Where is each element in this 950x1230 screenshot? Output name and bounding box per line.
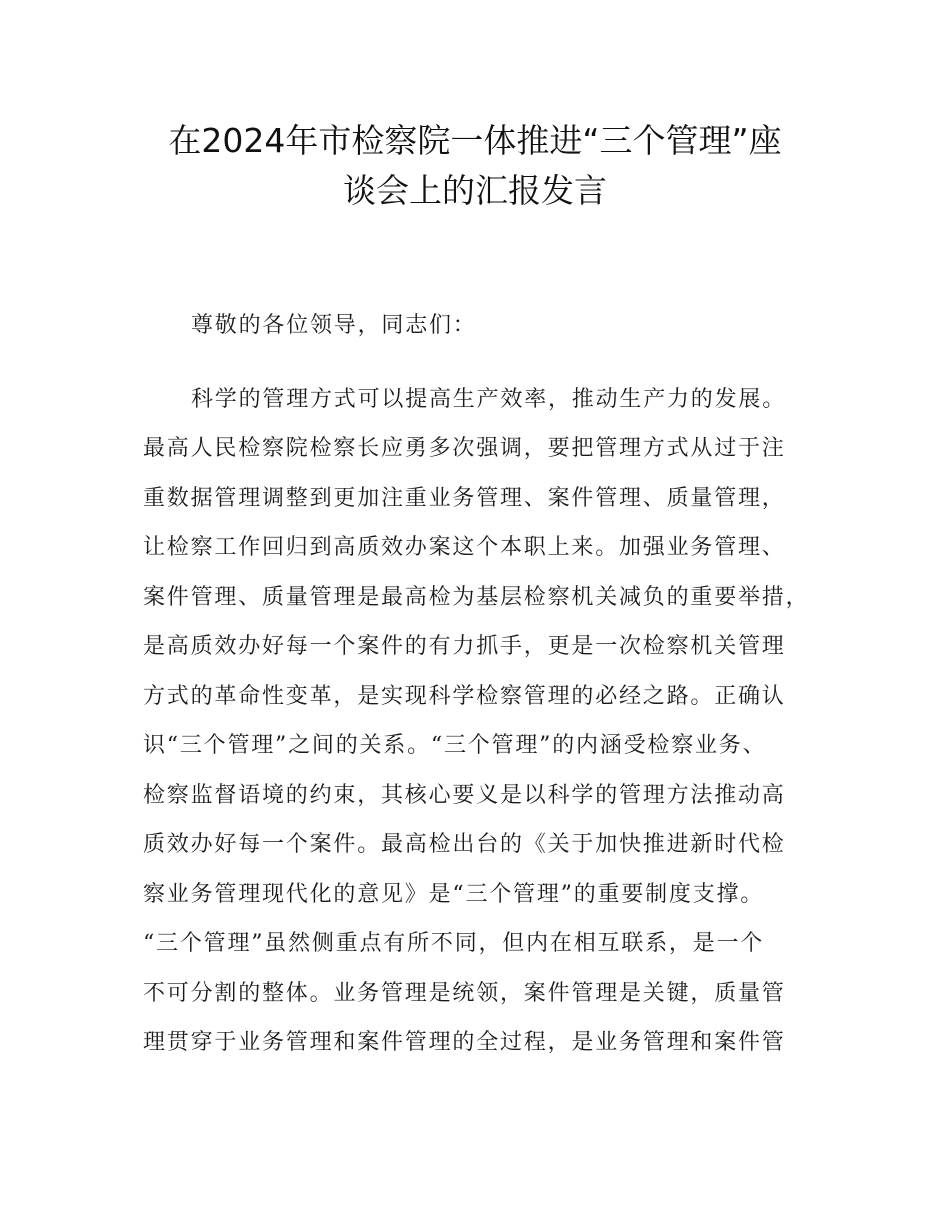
paragraph-line: 察业务管理现代化的意见》是“三个管理”的重要制度支撑。 — [143, 881, 765, 907]
title-line-2: 谈会上的汇报发言 — [343, 171, 607, 210]
paragraph-line: 是高质效办好每一个案件的有力抓手，更是一次检察机关管理 — [143, 634, 786, 659]
paragraph-line: “三个管理”虽然侧重点有所不同，但内在相互联系，是一个 — [143, 931, 765, 956]
paragraph-line: 案件管理、质量管理是最高检为基层检察机关减负的重要举措， — [143, 584, 810, 610]
title-line-1: 在2024年市检察院一体推进“三个管理”座 — [168, 121, 782, 160]
paragraph-line: 理贯穿于业务管理和案件管理的全过程，是业务管理和案件管 — [143, 1030, 786, 1055]
paragraph-line: 重数据管理调整到更加注重业务管理、案件管理、质量管理， — [143, 485, 786, 511]
paragraph-line: 质效办好每一个案件。最高检出台的《关于加快推进新时代检 — [143, 832, 786, 857]
paragraph-line: 科学的管理方式可以提高生产效率，推动生产力的发展。 — [191, 386, 787, 412]
paragraph-line: 不可分割的整体。业务管理是统领，案件管理是关键，质量管 — [143, 980, 786, 1006]
document-body — [143, 301, 833, 1068]
document-title — [100, 116, 850, 216]
paragraph-line: 检察监督语境的约束，其核心要义是以科学的管理方法推动高 — [143, 782, 786, 808]
paragraph-gap — [143, 351, 833, 375]
salutation: 尊敬的各位领导，同志们： — [191, 313, 477, 338]
paragraph — [143, 375, 833, 1068]
paragraph-line: 让检察工作回归到高质效办案这个本职上来。加强业务管理、 — [143, 535, 786, 560]
paragraph-line: 识“三个管理”之间的关系。“三个管理”的内涵受检察业务、 — [143, 733, 767, 758]
paragraph-line: 方式的革命性变革，是实现科学检察管理的必经之路。正确认 — [143, 683, 786, 709]
paragraph-line: 最高人民检察院检察长应勇多次强调，要把管理方式从过于注 — [143, 436, 786, 461]
